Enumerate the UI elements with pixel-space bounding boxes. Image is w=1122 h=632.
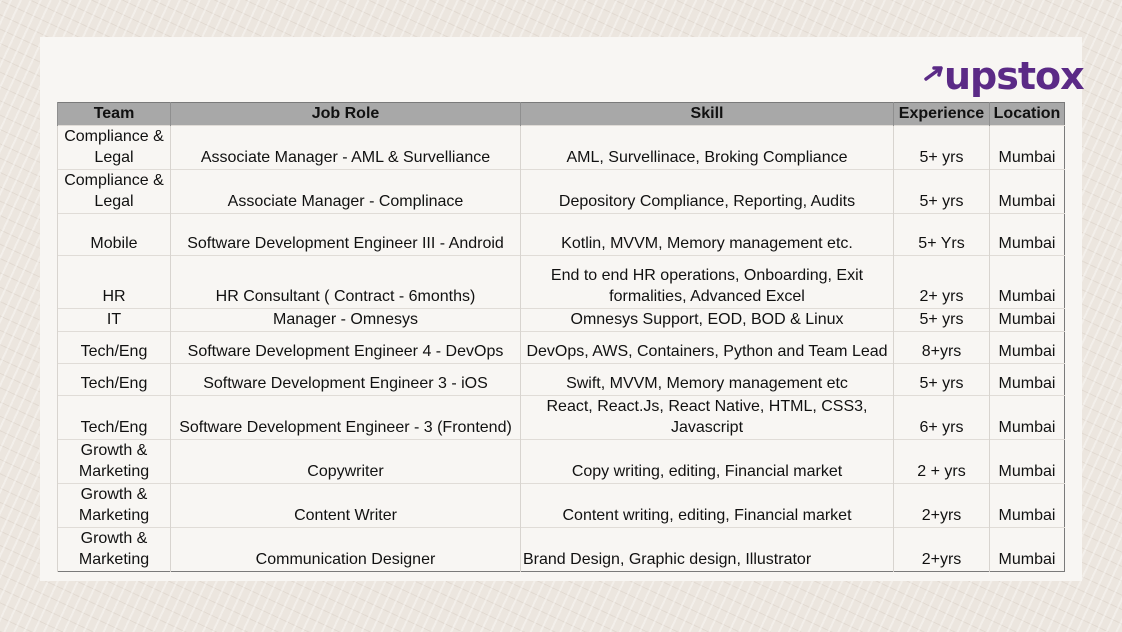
- cell-role: Software Development Engineer III - Android: [171, 214, 521, 256]
- cell-team: Compliance & Legal: [58, 170, 171, 214]
- header-location: Location: [990, 103, 1065, 126]
- cell-experience: 5+ yrs: [894, 126, 990, 170]
- cell-skill: React, React.Js, React Native, HTML, CSS3, Javascript: [521, 396, 894, 440]
- table-row: [58, 256, 1065, 309]
- cell-location: Mumbai: [990, 214, 1065, 256]
- cell-team: Growth & Marketing: [58, 484, 171, 528]
- cell-skill: DevOps, AWS, Containers, Python and Team Lead: [521, 332, 894, 364]
- cell-role: Manager - Omnesys: [171, 309, 521, 332]
- cell-location: Mumbai: [990, 484, 1065, 528]
- cell-location: Mumbai: [990, 528, 1065, 572]
- cell-location: Mumbai: [990, 309, 1065, 332]
- table-row: [58, 364, 1065, 396]
- cell-experience: 5+ yrs: [894, 364, 990, 396]
- cell-team: Tech/Eng: [58, 364, 171, 396]
- cell-location: Mumbai: [990, 256, 1065, 309]
- cell-role: Software Development Engineer 4 - DevOps: [171, 332, 521, 364]
- cell-skill: Depository Compliance, Reporting, Audits: [521, 170, 894, 214]
- cell-experience: 5+ Yrs: [894, 214, 990, 256]
- logo-arrow-icon: [924, 52, 946, 100]
- logo-wordmark: upstox: [944, 54, 1084, 98]
- cell-experience: 2+ yrs: [894, 256, 990, 309]
- cell-team: HR: [58, 256, 171, 309]
- header-experience: Experience: [894, 103, 990, 126]
- cell-role: HR Consultant ( Contract - 6months): [171, 256, 521, 309]
- header-team: Team: [58, 103, 171, 126]
- cell-team: Mobile: [58, 214, 171, 256]
- table-row: [58, 332, 1065, 364]
- cell-skill: Brand Design, Graphic design, Illustrator: [521, 528, 894, 572]
- cell-role: Copywriter: [171, 440, 521, 484]
- cell-team: IT: [58, 309, 171, 332]
- table-row: [58, 170, 1065, 214]
- upstox-logo: [924, 52, 1084, 100]
- cell-skill: Swift, MVVM, Memory management etc: [521, 364, 894, 396]
- cell-team: Compliance & Legal: [58, 126, 171, 170]
- header-skill: Skill: [521, 103, 894, 126]
- table-row: [58, 528, 1065, 572]
- job-openings-table: [57, 102, 1065, 572]
- cell-experience: 2+yrs: [894, 484, 990, 528]
- cell-location: Mumbai: [990, 332, 1065, 364]
- header-job-role: Job Role: [171, 103, 521, 126]
- cell-team: Tech/Eng: [58, 332, 171, 364]
- cell-role: Associate Manager - AML & Survelliance: [171, 126, 521, 170]
- cell-experience: 8+yrs: [894, 332, 990, 364]
- cell-team: Growth & Marketing: [58, 440, 171, 484]
- cell-team: Tech/Eng: [58, 396, 171, 440]
- table-row: [58, 309, 1065, 332]
- cell-experience: 5+ yrs: [894, 309, 990, 332]
- cell-skill: End to end HR operations, Onboarding, Exit formalities, Advanced Excel: [521, 256, 894, 309]
- cell-role: Associate Manager - Complinace: [171, 170, 521, 214]
- cell-team: Growth & Marketing: [58, 528, 171, 572]
- cell-location: Mumbai: [990, 364, 1065, 396]
- table-header-row: [58, 103, 1065, 126]
- cell-role: Content Writer: [171, 484, 521, 528]
- table-row: [58, 214, 1065, 256]
- cell-location: Mumbai: [990, 170, 1065, 214]
- cell-experience: 6+ yrs: [894, 396, 990, 440]
- cell-skill: Kotlin, MVVM, Memory management etc.: [521, 214, 894, 256]
- cell-skill: Content writing, editing, Financial market: [521, 484, 894, 528]
- cell-skill: Omnesys Support, EOD, BOD & Linux: [521, 309, 894, 332]
- table-row: [58, 484, 1065, 528]
- table-row: [58, 396, 1065, 440]
- cell-skill: Copy writing, editing, Financial market: [521, 440, 894, 484]
- cell-experience: 2 + yrs: [894, 440, 990, 484]
- cell-experience: 5+ yrs: [894, 170, 990, 214]
- cell-location: Mumbai: [990, 126, 1065, 170]
- cell-experience: 2+yrs: [894, 528, 990, 572]
- table-row: [58, 126, 1065, 170]
- cell-role: Communication Designer: [171, 528, 521, 572]
- table-row: [58, 440, 1065, 484]
- cell-skill: AML, Survellinace, Broking Compliance: [521, 126, 894, 170]
- cell-role: Software Development Engineer 3 - iOS: [171, 364, 521, 396]
- cell-role: Software Development Engineer - 3 (Frontend): [171, 396, 521, 440]
- cell-location: Mumbai: [990, 396, 1065, 440]
- cell-location: Mumbai: [990, 440, 1065, 484]
